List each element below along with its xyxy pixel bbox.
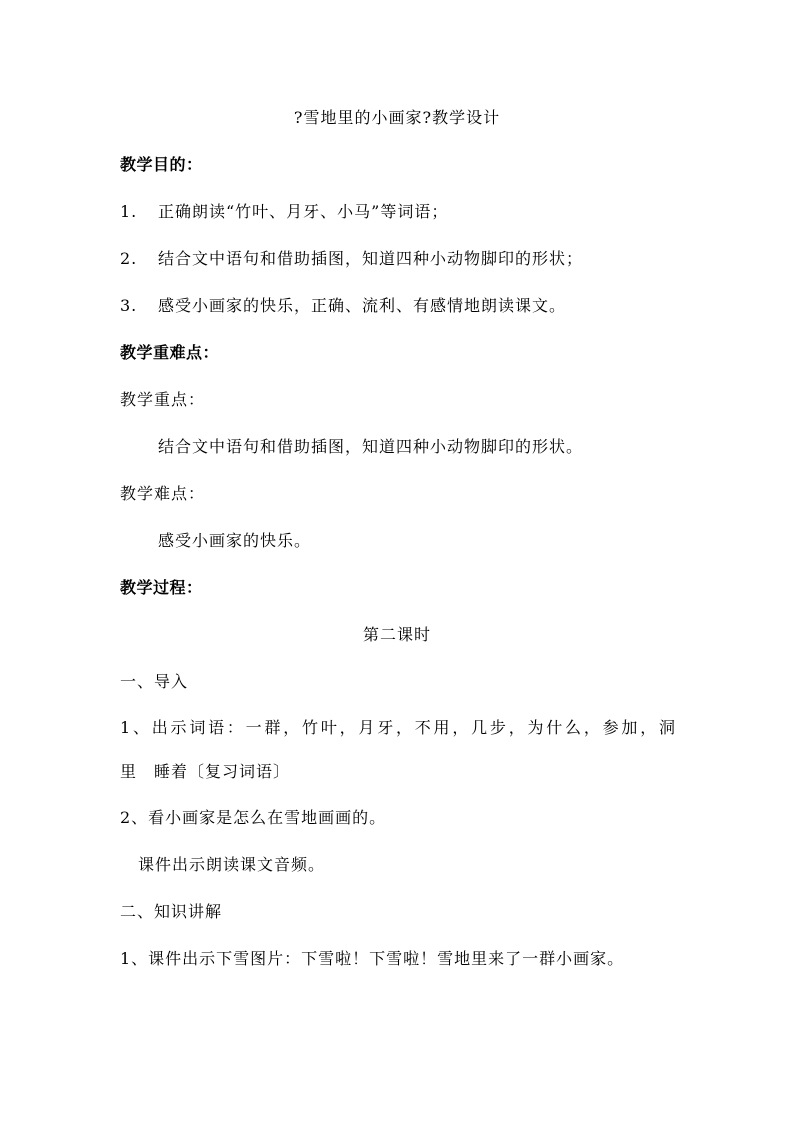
objective-number: 2. xyxy=(120,249,138,268)
section-2-item-1: 1、课件出示下雪图片：下雪啦！下雪啦！雪地里来了一群小画家。 xyxy=(120,949,625,968)
objective-item-2 xyxy=(120,249,583,269)
section-2-heading: 二、知识讲解 xyxy=(120,902,223,921)
objective-item-1 xyxy=(120,202,448,222)
key-point-label: 教学重点： xyxy=(120,390,206,409)
difficulty-label: 教学难点： xyxy=(120,484,206,503)
objective-item-3 xyxy=(120,296,566,316)
objective-number: 1. xyxy=(120,202,138,221)
section-1-item-2-note: 课件出示朗读课文音频。 xyxy=(138,855,326,874)
section-1-item-1-line-2: 里 睡着〔复习词语〕 xyxy=(120,762,291,781)
section-1-heading: 一、导入 xyxy=(120,672,189,691)
objective-text: 感受小画家的快乐，正确、流利、有感情地朗读课文。 xyxy=(158,296,567,315)
objectives-heading: 教学目的： xyxy=(120,155,203,174)
lesson-title: 第二课时 xyxy=(362,625,431,644)
difficulty-text: 感受小画家的快乐。 xyxy=(158,531,312,550)
objective-number: 3. xyxy=(120,296,138,315)
key-points-heading: 教学重难点： xyxy=(120,343,220,362)
section-1-item-1-line-1: 1、出示词语：一群，竹叶，月牙，不用，几步，为什么，参加，洞 xyxy=(120,718,676,737)
key-point-text: 结合文中语句和借助插图，知道四种小动物脚印的形状。 xyxy=(158,437,584,456)
document-title: ?雪地里的小画家?教学设计 xyxy=(293,108,501,127)
objective-text: 正确朗读“竹叶、月牙、小马”等词语； xyxy=(158,202,449,221)
objective-text: 结合文中语句和借助插图，知道四种小动物脚印的形状； xyxy=(158,249,584,268)
section-1-item-2: 2、看小画家是怎么在雪地画画的。 xyxy=(120,808,387,827)
process-heading: 教学过程： xyxy=(120,578,203,597)
